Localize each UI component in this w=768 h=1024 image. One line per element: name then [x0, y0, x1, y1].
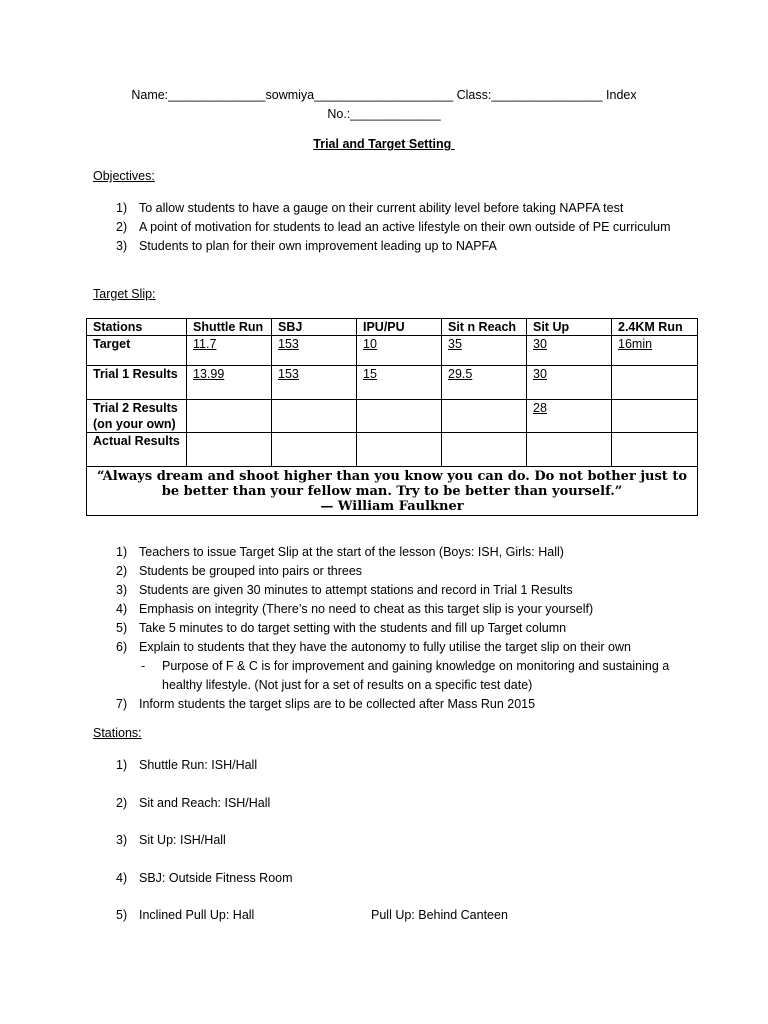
list-text: Sit and Reach: ISH/Hall [139, 795, 271, 810]
list-item [93, 619, 693, 638]
row-label: Actual Results [87, 433, 187, 467]
list-text: Explain to students that they have the autonomy to fully utilise the target slip on their own [139, 640, 631, 654]
table-cell [612, 433, 698, 467]
list-text: Students be grouped into pairs or threes [139, 564, 363, 578]
table-cell: 10 [357, 336, 442, 366]
list-text: Take 5 minutes to do target setting with the students and fill up Target column [139, 621, 567, 635]
list-text: Emphasis on integrity (There’s no need to cheat as this target slip is your yourself) [139, 602, 594, 616]
list-text: Inclined Pull Up: Hall [139, 908, 255, 922]
header-cell: Sit Up [527, 319, 612, 336]
header-cell: SBJ [272, 319, 357, 336]
target-slip-table [86, 318, 698, 516]
list-number: 3) [116, 583, 128, 597]
list-number: 2) [116, 220, 128, 234]
table-cell: 153 [272, 336, 357, 366]
table-header-row [87, 319, 698, 336]
list-number: 2) [116, 564, 128, 578]
list-item [93, 218, 693, 237]
table-cell: 30 [527, 366, 612, 400]
sub-item-text: Purpose of F & C is for improvement and gaining knowledge on monitoring and sustaining a healthy lifestyle. (Not just for a set of results on a specific test date) [162, 659, 670, 692]
list-item [93, 199, 693, 218]
list-item [93, 237, 693, 256]
table-cell: 11.7 [187, 336, 272, 366]
table-cell: 28 [527, 400, 612, 433]
table-row [87, 336, 698, 366]
objectives-heading: Objectives: [93, 169, 155, 183]
name-class-line: Name:______________sowmiya____________________ Class:________________ Index [131, 88, 637, 102]
table-cell [357, 433, 442, 467]
table-cell: 29.5 [442, 366, 527, 400]
list-item [93, 562, 693, 581]
table-cell: 16min [612, 336, 698, 366]
list-number: 2) [116, 795, 128, 810]
list-item [93, 543, 693, 562]
table-cell [442, 400, 527, 433]
table-cell: 13.99 [187, 366, 272, 400]
list-item [93, 638, 693, 657]
list-item [93, 600, 693, 619]
objectives-list [93, 199, 693, 256]
sub-list-item [93, 657, 693, 695]
quote-row [87, 467, 698, 516]
list-text: Shuttle Run: ISH/Hall [139, 758, 258, 772]
row-label: Trial 1 Results [87, 366, 187, 400]
list-number: 3) [116, 833, 128, 847]
list-number: 4) [116, 602, 128, 616]
procedure-list [93, 543, 693, 714]
header-cell: Shuttle Run [187, 319, 272, 336]
list-item [93, 831, 693, 850]
row-label: Trial 2 Results (on your own) [87, 400, 187, 433]
list-text: SBJ: Outside Fitness Room [139, 870, 293, 885]
list-text: A point of motivation for students to lead an active lifestyle on their own outside of PE curriculum [139, 220, 671, 234]
list-item [93, 794, 693, 813]
list-item [93, 869, 693, 888]
list-text: Teachers to issue Target Slip at the start of the lesson (Boys: ISH, Girls: Hall) [139, 545, 564, 559]
list-item [93, 695, 693, 714]
index-no-line: No.:_____________ [327, 107, 441, 121]
list-item [93, 756, 693, 775]
quote-text: “Always dream and shoot higher than you know you can do. Do not bother just to be better than your fellow man. Try to be better than yourself.” [96, 469, 688, 499]
table-cell [187, 400, 272, 433]
list-extra-text: Pull Up: Behind Canteen [371, 908, 508, 922]
header-cell: IPU/PU [357, 319, 442, 336]
stations-list [93, 756, 693, 944]
list-number: 1) [116, 201, 128, 215]
table-cell: 15 [357, 366, 442, 400]
table-cell [612, 366, 698, 400]
stations-heading: Stations: [93, 726, 142, 740]
list-text: Sit Up: ISH/Hall [139, 833, 226, 847]
quote-cell [87, 467, 698, 516]
row-label: Target [87, 336, 187, 366]
sub-item-dash: - [141, 659, 146, 673]
list-text: Inform students the target slips are to be collected after Mass Run 2015 [139, 697, 536, 711]
target-slip-heading: Target Slip: [93, 287, 156, 301]
table-cell [187, 433, 272, 467]
list-number: 1) [116, 758, 128, 772]
table-row [87, 400, 698, 433]
header-cell: 2.4KM Run [612, 319, 698, 336]
table-cell [442, 433, 527, 467]
header-cell: Sit n Reach [442, 319, 527, 336]
list-text: Students are given 30 minutes to attempt stations and record in Trial 1 Results [139, 583, 573, 597]
table-cell: 153 [272, 366, 357, 400]
list-number: 7) [116, 697, 128, 711]
list-item [93, 906, 693, 925]
list-number: 6) [116, 640, 128, 654]
table-row [87, 366, 698, 400]
quote-author: — William Faulkner [320, 499, 464, 514]
list-number: 5) [116, 621, 128, 635]
table-cell [272, 400, 357, 433]
list-number: 5) [116, 908, 128, 922]
header-cell: Stations [87, 319, 187, 336]
list-number: 3) [116, 239, 128, 253]
list-number: 1) [116, 545, 128, 559]
document-title: Trial and Target Setting [313, 137, 455, 151]
list-text: To allow students to have a gauge on their current ability level before taking NAPFA test [139, 201, 624, 215]
list-number: 4) [116, 870, 128, 885]
table-row [87, 433, 698, 467]
list-item [93, 581, 693, 600]
table-cell: 35 [442, 336, 527, 366]
table-cell [272, 433, 357, 467]
table-cell [612, 400, 698, 433]
table-cell [527, 433, 612, 467]
table-cell: 30 [527, 336, 612, 366]
table-cell [357, 400, 442, 433]
list-text: Students to plan for their own improvement leading up to NAPFA [139, 239, 497, 253]
